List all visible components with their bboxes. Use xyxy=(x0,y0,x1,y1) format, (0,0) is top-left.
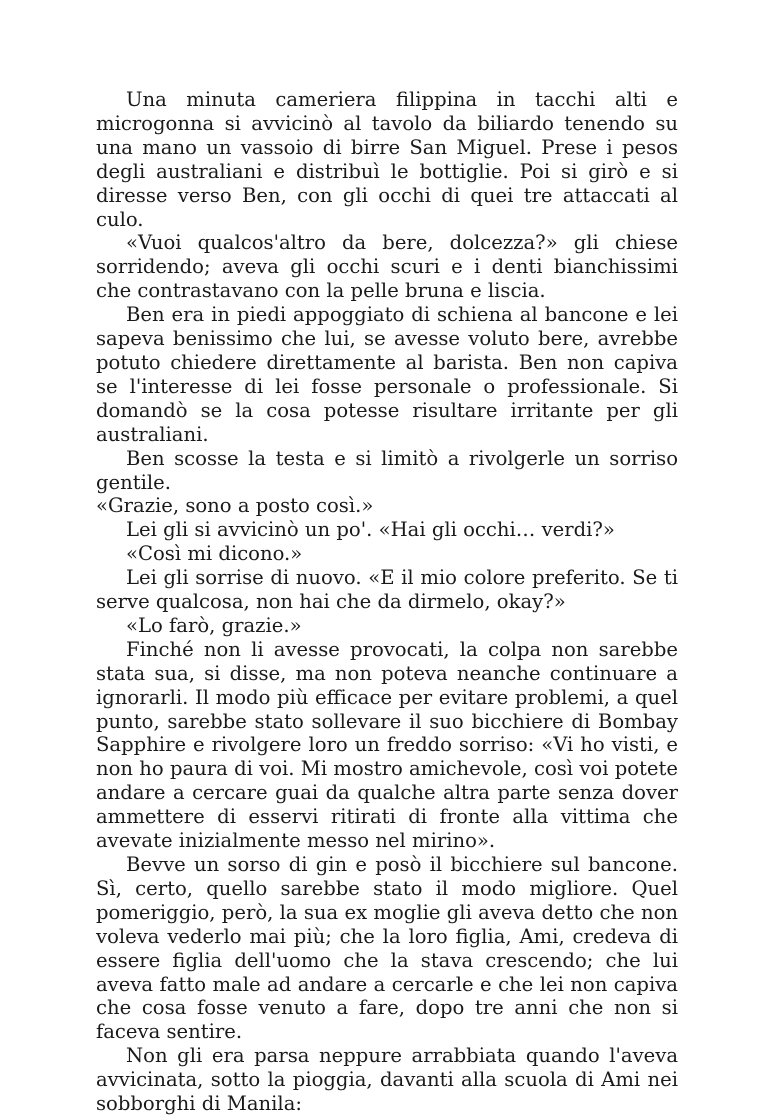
paragraph: Ben scosse la testa e si limitò a rivolgerle un sorriso gentile. xyxy=(96,446,678,494)
paragraph: «Così mi dicono.» xyxy=(126,542,303,566)
book-page xyxy=(96,88,678,1116)
paragraph: Ben era in piedi appoggiato di schiena al bancone e lei sapeva benissimo che lui, se avesse voluto bere, avrebbe potuto chiedere direttamente al barista. Ben non capiva se l'interesse di lei fosse personale o professionale. Si domandò se la cosa potesse risultare irritante per gli australiani. xyxy=(96,303,678,446)
paragraph: Lei gli si avvicinò un po'. «Hai gli occhi… verdi?» xyxy=(126,518,615,542)
paragraph: Una minuta cameriera filippina in tacchi alti e microgonna si avvicinò al tavolo da biliardo tenendo su una mano un vassoio di birre San Miguel. Prese i pesos degli australiani e distribuì le bottiglie. Poi si girò e si diresse verso Ben, con gli occhi di quei tre attaccati al culo. xyxy=(96,88,678,231)
paragraph: Finché non li avesse provocati, la colpa non sarebbe stata sua, si disse, ma non poteva neanche continuare a ignorarli. Il modo più efficace per evitare problemi, a quel punto, sarebbe stato sollevare il suo bicchiere di Bombay Sapphire e rivolgere loro un freddo sorriso: «Vi ho visti, e non ho paura di voi. Mi mostro amichevole, così voi potete andare a cercare guai da qualche altra parte senza dover ammettere di esservi ritirati di fronte alla vittima che avevate inizialmente messo nel mirino». xyxy=(96,637,678,853)
paragraph: «Grazie, sono a posto così.» xyxy=(96,494,374,518)
paragraph: Bevve un sorso di gin e posò il bicchiere sul bancone. Sì, certo, quello sarebbe stato il modo migliore. Quel pomeriggio, però, la sua ex moglie gli aveva detto che non voleva vederlo mai più; che la loro figlia, Ami, credeva di essere figlia dell'uomo che la stava crescendo; che lui aveva fatto male ad andare a cercarle e che lei non capiva che cosa fosse venuto a fare, dopo tre anni che non si faceva sentire. xyxy=(96,853,678,1044)
paragraph: Non gli era parsa neppure arrabbiata quando l'aveva avvicinata, sotto la pioggia, davanti alla scuola di Ami nei sobborghi di Manila: xyxy=(96,1044,678,1116)
paragraph: «Vuoi qualcos'altro da bere, dolcezza?» gli chiese sorridendo; aveva gli occhi scuri e i denti bianchissimi che contrastavano con la pelle bruna e liscia. xyxy=(96,231,678,303)
paragraph: «Lo farò, grazie.» xyxy=(126,613,302,637)
paragraph: Lei gli sorrise di nuovo. «E il mio colore preferito. Se ti serve qualcosa, non hai che da dirmelo, okay?» xyxy=(96,566,678,614)
